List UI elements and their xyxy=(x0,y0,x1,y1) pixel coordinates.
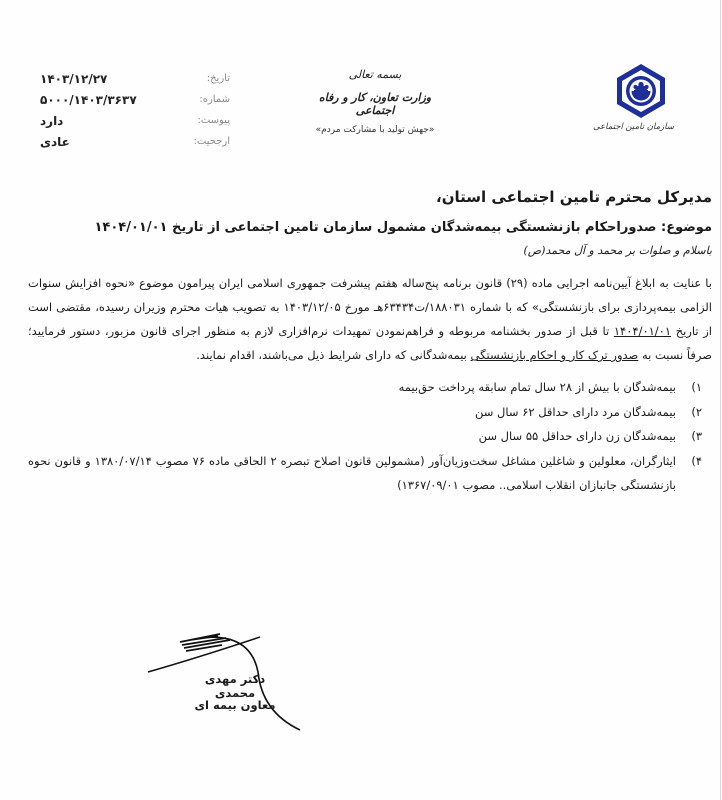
body-text: بیمه‌شدگانی که دارای شرایط ذیل می‌باشند، اقدام نمایند. xyxy=(196,348,471,362)
logo-caption: سازمان تامین اجتماعی xyxy=(593,122,674,132)
condition-item xyxy=(28,375,702,400)
condition-item xyxy=(28,400,702,425)
ministry-name: وزارت تعاون، کار و رفاه اجتماعی xyxy=(318,91,432,117)
greeting: باسلام و صلوات بر محمد و آل محمد(ص) xyxy=(523,244,712,257)
meta-date xyxy=(40,68,230,89)
meta-label: ارجحیت: xyxy=(193,136,230,147)
meta-priority xyxy=(40,131,230,152)
signatory-title: معاون بیمه ای xyxy=(194,698,276,712)
bismillah: بسمه تعالی xyxy=(348,68,402,81)
meta-label: تاریخ: xyxy=(206,73,230,84)
body-text: تا قبل از صدور بخشنامه مربوطه و فراهم‌نمودن تمهیدات نرم‌افزاری لازم به منظور اجرای قانون مزبور، دستور فرمایید؛ صرفاً نسبت به xyxy=(28,324,712,362)
slogan: «جهش تولید با مشارکت مردم» xyxy=(315,125,435,135)
letter-body xyxy=(28,188,712,498)
signatory-name: دکتر مهدی محمدی xyxy=(204,672,266,700)
effective-date: ۱۴۰۴/۰۱/۰۱ xyxy=(613,324,672,338)
condition-number: ۴) xyxy=(691,453,702,468)
condition-text: بیمه‌شدگان زن دارای حداقل ۵۵ سال سن xyxy=(478,429,676,443)
meta-value: دارد xyxy=(40,113,64,128)
condition-text: ایثارگران، معلولین و شاغلین مشاغل سخت‌وزیان‌آور (مشمولین قانون اصلاح تبصره ۲ الحاقی ماده ۷۶ مصوب ۱۳۸۰/۰۷/۱۴ و قانون نحوه بازنشستگی جانبازان انقلاب اسلامی.. مصوب ۱۳۶۷/۰۹/۰۱) xyxy=(28,453,676,492)
conditions-list xyxy=(28,375,712,498)
social-security-logo-icon xyxy=(613,62,669,120)
meta-attachment xyxy=(40,110,230,131)
body-text: با عنایت به ابلاغ آیین‌نامه اجرایی ماده (۲۹) قانون برنامه پنج‌ساله هفتم پیشرفت جمهوری اسلامی ایران پیرامون موضوع «نحوه افزایش سنوات الزامی بیمه‌پردازی برای بازنشستگی» که با شماره ۱۸۸۰۳۱/ت۶۳۴۳۴هـ مورخ ۱۴۰۳/۱۲/۰۵ به تصویب هیات محترم وزیران رسیده، مقتضی است از تاریخ xyxy=(28,276,713,338)
condition-item xyxy=(28,424,702,449)
body-paragraph xyxy=(28,271,712,367)
organization-logo xyxy=(593,62,674,132)
addressee: مدیرکل محترم تامین اجتماعی استان، xyxy=(436,188,712,206)
underlined-phrase: صدور ترک کار و احکام بازنشستگی xyxy=(470,348,639,362)
subject-line: موضوع: صدوراحکام بازنشستگی بیمه‌شدگان مشمول سازمان تامین اجتماعی از تاریخ ۱۴۰۴/۰۱/۰۱ xyxy=(94,220,712,235)
condition-number: ۱) xyxy=(691,380,702,394)
meta-number xyxy=(40,89,230,110)
condition-item xyxy=(28,449,702,498)
condition-text: بیمه‌شدگان با بیش از ۲۸ سال تمام سابقه پرداخت حق‌بیمه xyxy=(398,380,676,394)
meta-label: شماره: xyxy=(199,94,230,105)
letterhead-center xyxy=(300,68,450,135)
condition-number: ۲) xyxy=(691,404,702,419)
condition-number: ۳) xyxy=(691,429,702,443)
meta-label: پیوست: xyxy=(197,115,230,126)
signature-block xyxy=(140,612,330,742)
meta-value: ۵۰۰۰/۱۴۰۳/۳۶۳۷ xyxy=(40,92,137,107)
condition-text: بیمه‌شدگان مرد دارای حداقل ۶۲ سال سن xyxy=(474,404,676,419)
letter-meta xyxy=(40,68,230,152)
meta-value: ۱۴۰۳/۱۲/۲۷ xyxy=(40,71,108,86)
meta-value: عادی xyxy=(40,134,70,149)
